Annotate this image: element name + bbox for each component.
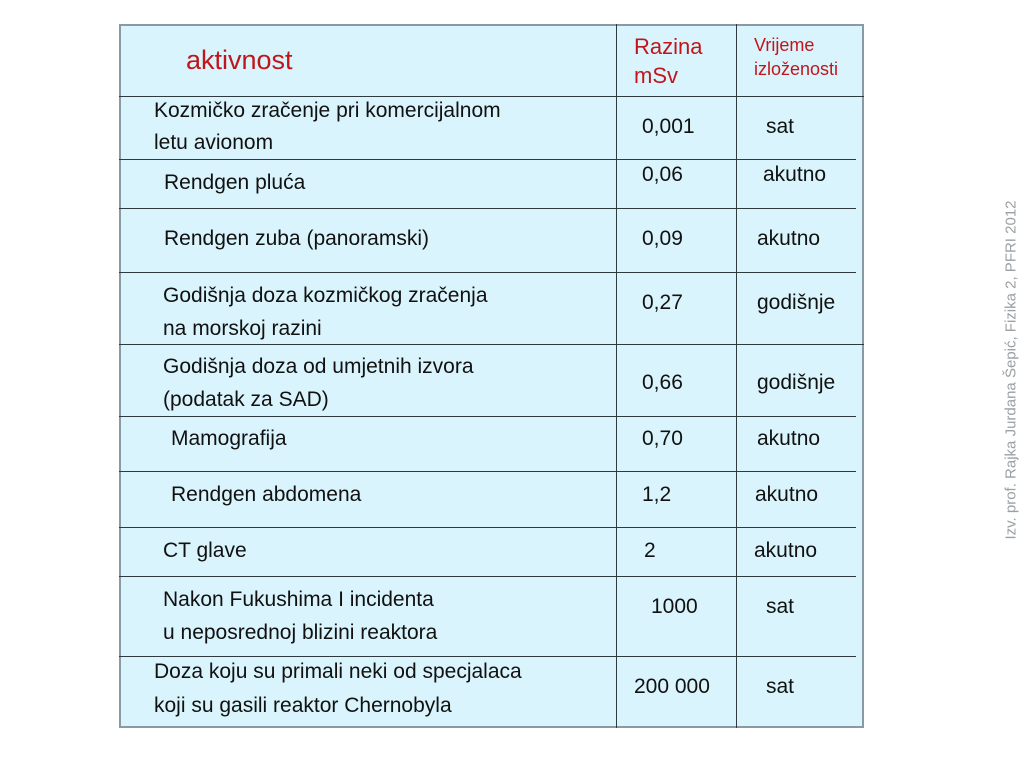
row-divider xyxy=(119,416,856,417)
exposure-cell: godišnje xyxy=(757,371,836,394)
level-cell: 0,70 xyxy=(642,427,683,450)
activity-cell: Kozmičko zračenje pri komercijalnom letu avionom xyxy=(154,99,501,154)
level-cell: 200 000 xyxy=(634,675,710,698)
level-cell: 0,001 xyxy=(642,115,695,138)
exposure-cell: akutno xyxy=(755,483,819,506)
exposure-cell: akutno xyxy=(757,227,821,250)
exposure-cell: sat xyxy=(766,595,795,618)
level-cell: 0,66 xyxy=(642,371,683,394)
activity-cell: Rendgen abdomena xyxy=(171,483,362,506)
activity-cell: Rendgen zuba (panoramski) xyxy=(164,227,429,250)
exposure-cell: akutno xyxy=(757,427,821,450)
column-divider xyxy=(616,24,617,728)
level-cell: 2 xyxy=(644,539,656,562)
author-credit-text: Izv. prof. Rajka Jurdana Šepić, Fizika 2, PFRI 2012 xyxy=(1002,200,1020,540)
row-divider xyxy=(119,208,856,209)
column-divider xyxy=(736,24,737,728)
header-activity: aktivnost xyxy=(186,45,293,75)
row-divider xyxy=(119,159,856,160)
row-divider xyxy=(119,471,856,472)
level-cell: 0,27 xyxy=(642,291,683,314)
row-divider xyxy=(119,272,856,273)
level-cell: 0,06 xyxy=(642,163,683,186)
activity-cell: Mamografija xyxy=(171,427,287,450)
exposure-cell: godišnje xyxy=(757,291,836,314)
activity-cell: Doza koju su primali neki od specjalaca koji su gasili reaktor Chernobyla xyxy=(154,660,522,717)
activity-cell: Rendgen pluća xyxy=(164,171,306,194)
header-exposure: Vrijeme izloženosti xyxy=(754,35,839,80)
row-divider xyxy=(119,527,856,528)
level-cell: 1,2 xyxy=(642,483,672,506)
author-credit xyxy=(998,175,1024,565)
exposure-cell: akutno xyxy=(763,163,827,186)
activity-cell: Godišnja doza kozmičkog zračenja na morskoj razini xyxy=(163,284,488,340)
exposure-cell: sat xyxy=(766,115,795,138)
activity-cell: CT glave xyxy=(163,539,247,562)
level-cell: 0,09 xyxy=(642,227,683,250)
exposure-cell: akutno xyxy=(754,539,818,562)
row-divider xyxy=(119,576,856,577)
level-cell: 1000 xyxy=(651,595,698,618)
exposure-cell: sat xyxy=(766,675,795,698)
activity-cell: Nakon Fukushima I incidenta u neposrednoj blizini reaktora xyxy=(163,588,438,644)
header-level: Razina mSv xyxy=(634,34,703,88)
activity-cell: Godišnja doza od umjetnih izvora (podatak za SAD) xyxy=(163,355,474,411)
